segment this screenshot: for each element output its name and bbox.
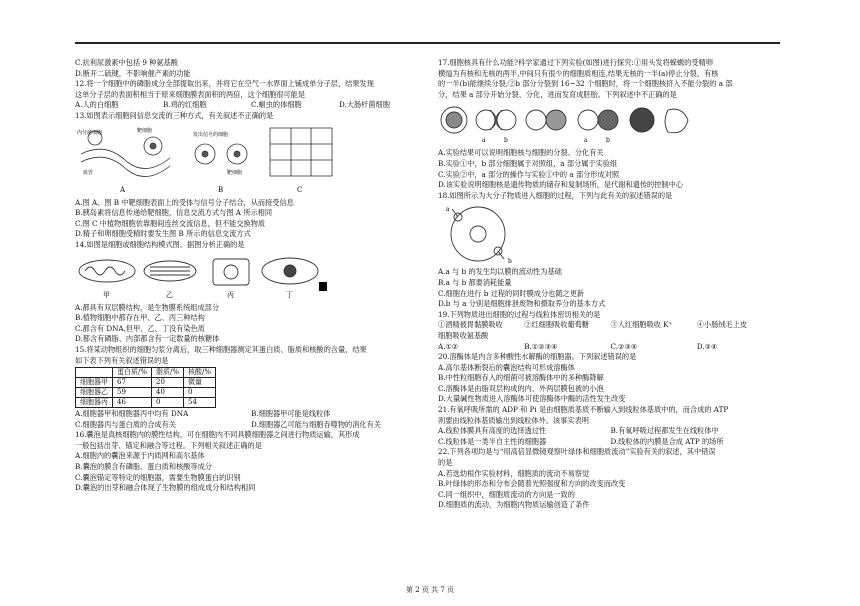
q19-items (438, 320, 783, 331)
line: 分，结果 a 部分开始分裂、分化，进而发育成胚胎。下列叙述中不正确的是 (438, 89, 677, 99)
cell-structure (213, 259, 249, 285)
table-row (76, 398, 216, 408)
question-12: 12.将一个细胞中的磷脂成分全部提取出来，并将它在空气一水界面上铺成单分子层，结果发现 (75, 79, 374, 89)
option: A.细胞器甲和细胞器丙中均有 DNA (75, 409, 189, 419)
option: B.①②③④ (524, 341, 558, 351)
page-number: 第 2 页 共 7 页 (405, 586, 455, 594)
q17-figure (438, 102, 698, 146)
q18-figure (438, 203, 558, 265)
fig-letter: A (120, 185, 126, 194)
option: A.实验结果可以说明细胞核与细胞的分裂、分化有关 (438, 148, 604, 158)
option: A.①② (438, 341, 459, 351)
option: D.细胞质的流动，为细胞内物质运输创造了条件 (438, 500, 590, 510)
option: A.人的白细胞 (75, 100, 119, 110)
question-15: 15.将某动物组织的细胞匀浆分离后，取三种细胞器测定其蛋白质、脂质和核酸的含量，结果 (75, 344, 367, 354)
option: B.胰岛素将信息传递给靶细胞，信息交流方式与图 A 所示相同 (75, 208, 273, 218)
option: D.b 与 a 分别是细胞排泄废物和摄取养分的基本方式 (438, 299, 606, 309)
fig-label: 甲 (103, 290, 110, 299)
cell-membrane (451, 207, 505, 261)
line: D.断开二硫键，不影响催产素的功能 (75, 68, 191, 78)
question-19: 19.下列物质进出细胞的过程与线粒体密切相关的是 (438, 309, 601, 319)
fig-label: 靶细胞 (227, 169, 243, 176)
table-cell: 蛋白质/% (113, 368, 152, 378)
option: A.若选幼根作实验材料，细胞质的流动不易察觉 (438, 468, 590, 478)
question-22: 22.下列各项均是与“用高倍显微镜观察叶绿体和细胞质流动”实验有关的叙述，其中错误 (438, 447, 716, 457)
fig-label: a (446, 206, 450, 214)
organelle-table (75, 367, 216, 408)
q13-figure (75, 124, 335, 196)
top-rule (75, 42, 780, 44)
q19-options (438, 342, 783, 353)
q12-options (75, 100, 427, 111)
table-cell: 54 (184, 398, 216, 408)
fig-label: b (606, 137, 610, 145)
option: A.线粒体膜具有高度的选择透过性 (438, 426, 547, 436)
fig-label: a (482, 137, 486, 145)
option: D.该实验说明细胞核是遗传物质的储存和复制场所，是代谢和遗传的控制中心 (438, 180, 683, 190)
option: D.囊泡的出芽和融合体现了生物膜的组成成分和结构相同 (75, 483, 256, 493)
right-column (438, 58, 783, 511)
fig-label: 内分泌细胞 (77, 129, 103, 136)
fig-label: 发出信号的细胞 (193, 131, 229, 138)
option: A.细胞内的囊泡来源于内质网和高尔基体 (75, 451, 205, 461)
table-cell: 40 (152, 388, 184, 398)
option: D.大量碱性物质进入溶酶体可使溶酶体中酶的活性发生改变 (438, 394, 626, 404)
line: 的是 (438, 458, 453, 468)
fig-label: b (508, 258, 512, 266)
table-row (76, 378, 216, 388)
fig-letter: C (297, 185, 303, 194)
q21-options-ab (438, 426, 783, 437)
option: C.线粒体是一类半自主性的细胞器 (438, 436, 547, 446)
line: 一般包括出芽、锚定和融合等过程。下列相关叙述正确的是 (75, 440, 262, 450)
option: D.大肠杆菌细胞 (339, 100, 390, 110)
fig-label: 血管 (83, 169, 94, 176)
table-cell: 脂质/% (152, 368, 184, 378)
item: ④小肠绒毛上皮 (696, 320, 748, 330)
option: A.图 A、图 B 中靶细胞表面上的受体与信号分子结合，从而接受信息 (75, 197, 294, 207)
line: 这单分子层的表面积相当于原来细胞膜表面积的两倍，这个细胞很可能是 (75, 89, 306, 99)
table-cell: 细胞器乙 (76, 388, 113, 398)
question-18: 18.如图所示为大分子物质进入细胞的过程，下列与此有关的叙述错误的是 (438, 190, 673, 200)
question-21: 21.有氧呼吸所需的 ADP 和 Pi 是由细胞质基质不断输入到线粒体基质中的，而合成的 ATP (438, 405, 729, 415)
question-20: 20.溶酶体是内含多种酸性水解酶的细胞器。下列叙述错误的是 (438, 352, 637, 362)
option: C.蛔虫的体细胞 (251, 100, 302, 110)
option: B.鸡的红细胞 (163, 100, 207, 110)
table-cell: 46 (113, 398, 152, 408)
option: C.囊泡锚定等特定的细胞器，需要生物膜蛋白的识别 (75, 472, 241, 482)
option: B.a 与 b 都要消耗能量 (438, 277, 512, 287)
fig-label: b (504, 137, 508, 145)
option: B.中性粒细胞吞入的细菌可被溶酶体中的多种酶降解 (438, 373, 604, 383)
line: 如下表下列有关叙述错误的是 (75, 355, 169, 365)
option: A.都具有双层膜结构，是生物膜系统组成部分 (75, 302, 220, 312)
question-17: 17.细胞核具有什么功能?科学家通过下列实验(如图)进行探究:①用头发将蝾螈的受精卵 (438, 58, 713, 67)
line: 的一半(b)能继续分裂;②b 部分分裂到 16~32 个细胞时，将一个细胞核挤入不能分裂的 a 部 (438, 79, 733, 89)
line: 细胞吸收氨基酸 (438, 330, 489, 340)
option: C.②③④ (610, 341, 638, 351)
blood-vessel (81, 149, 170, 168)
q21-options-cd (438, 437, 783, 448)
table-cell: 微量 (184, 378, 216, 388)
option: D.细胞器乙可能与细胞吞噬物的消化有关 (251, 419, 381, 429)
line: 横缢为有核和无核的两半,中间只有很少的细胞质相连,结果无核的一半(a)停止分裂，有核 (438, 68, 719, 78)
table-header (76, 368, 216, 378)
option: D.精子和卵细胞受精时要发生图 B 所示的信息交流方式 (75, 229, 251, 239)
option: C.都含有 DNA,但甲、乙、丁没有染色质 (75, 323, 205, 333)
option: D.线粒体的内膜是合成 ATP 的场所 (610, 436, 724, 446)
item: ①酒精被胃黏膜吸收 (438, 320, 503, 330)
table-cell: 0 (184, 388, 216, 398)
table-cell: 67 (113, 378, 152, 388)
option: C.细胞在进行 b 过程的同时膜成分也随之更新 (438, 288, 585, 298)
fig-letter: B (218, 185, 224, 194)
option: B.实验①中，b 部分细胞属于对照组，a 部分属于实验组 (438, 158, 618, 168)
line: C.抗利尿激素中包括 9 种氨基酸 (75, 58, 178, 67)
table-cell: 0 (152, 398, 184, 408)
option: B.细胞器甲可能是线粒体 (251, 409, 331, 419)
option: C.同一组织中，细胞质流动的方向是一致的 (438, 489, 575, 499)
line: 则要由线粒体基质输出到线粒体外。该事实表明 (438, 415, 589, 425)
table-cell: 细胞器甲 (76, 378, 113, 388)
q15-options-cd (75, 420, 427, 431)
question-16: 16.囊泡是真核细胞内的膜性结构，可在细胞内不同具膜细胞器之间进行物质运输，其形成 (75, 430, 360, 440)
q14-figure (75, 253, 325, 301)
option: A.a 与 b 的发生均以膜的流动性为基础 (438, 267, 562, 277)
option: D.③④ (696, 341, 718, 351)
option: C.细胞器丙与蛋白质的合成有关 (75, 419, 176, 429)
option: B.叶绿体的形态和分布会随着光照强度和方向的改变而改变 (438, 479, 626, 489)
table-cell: 20 (152, 378, 184, 388)
option: B.植物细胞中都存在甲、乙、丙三种结构 (75, 313, 205, 323)
question-14: 14.如图是细胞或细胞结构模式图。据图分析正确的是 (75, 239, 245, 249)
table-cell (76, 368, 113, 378)
q15-options-ab (75, 409, 427, 420)
table-cell: 核酸/% (184, 368, 216, 378)
item: ②红细胞吸收葡萄糖 (524, 320, 589, 330)
fig-label: 靶细胞 (137, 127, 153, 134)
left-column (75, 58, 427, 494)
fig-label: a (584, 137, 588, 145)
option: A.高尔基体断裂后的囊泡结构可形成溶酶体 (438, 362, 575, 372)
mitochondrion (79, 260, 135, 282)
table-cell: 细胞器丙 (76, 398, 113, 408)
option: B.有氧呼吸过程都发生在线粒体中 (610, 426, 719, 436)
item: ③人红细胞吸收 K⁺ (610, 320, 673, 330)
fig-label: 丁 (286, 290, 293, 299)
table-cell: 59 (113, 388, 152, 398)
fig-label: 乙 (166, 290, 173, 299)
option: B.囊泡的膜含有磷脂、蛋白质和核酸等成分 (75, 462, 212, 472)
option: C.实验②中，a 部分的操作与实验①中的 a 部分形成对照 (438, 169, 620, 179)
question-13: 13.如图表示细胞间信息交流的三种方式，有关叙述不正确的是 (75, 110, 274, 120)
option: D.都含有磷脂、内部都含有一定数量的核糖体 (75, 334, 220, 344)
option: C.图 C 中植物细胞依靠胞间连丝交流信息，但不能交换物质 (75, 218, 266, 228)
option: C.溶酶体是由脂双层构成的内、外两层膜包被的小泡 (438, 383, 604, 393)
table-row (76, 388, 216, 398)
fig-label: 丙 (227, 290, 234, 299)
